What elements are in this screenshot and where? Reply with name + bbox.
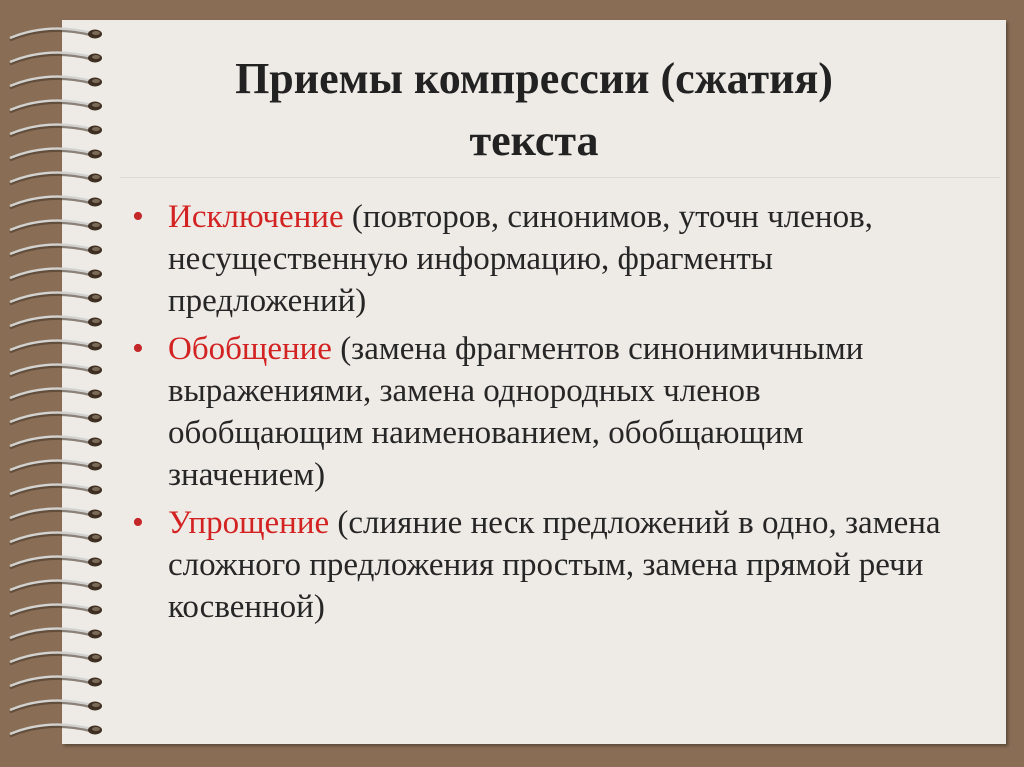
item-text-exclusion: (повторов, синонимов, уточн членов, несущественную информацию, фрагменты предложений) xyxy=(168,199,873,319)
item-text-simplification: (слияние неск предложений в одно, замена сложного предложения простым, замена прямой речи косвенной) xyxy=(168,505,941,625)
item-text-generalization: (замена фрагментов синонимичными выражениями, замена однородных членов обобщающим наименованием, обобщающим значением) xyxy=(168,331,864,493)
term-generalization: Обобщение xyxy=(168,331,332,367)
bullet-icon: • xyxy=(132,504,144,541)
bullet-icon: • xyxy=(132,198,144,235)
list-item-exclusion xyxy=(132,196,962,322)
title-line-2: текста xyxy=(469,116,599,165)
title-divider xyxy=(120,177,1000,178)
bullet-list xyxy=(132,196,962,634)
term-simplification: Упрощение xyxy=(168,505,330,541)
term-exclusion: Исключение xyxy=(168,199,344,235)
title-line-1: Приемы компрессии (сжатия) xyxy=(235,54,833,103)
bullet-icon: • xyxy=(132,330,144,367)
slide-title xyxy=(62,48,1006,172)
list-item-simplification xyxy=(132,502,962,628)
list-item-generalization xyxy=(132,328,962,496)
